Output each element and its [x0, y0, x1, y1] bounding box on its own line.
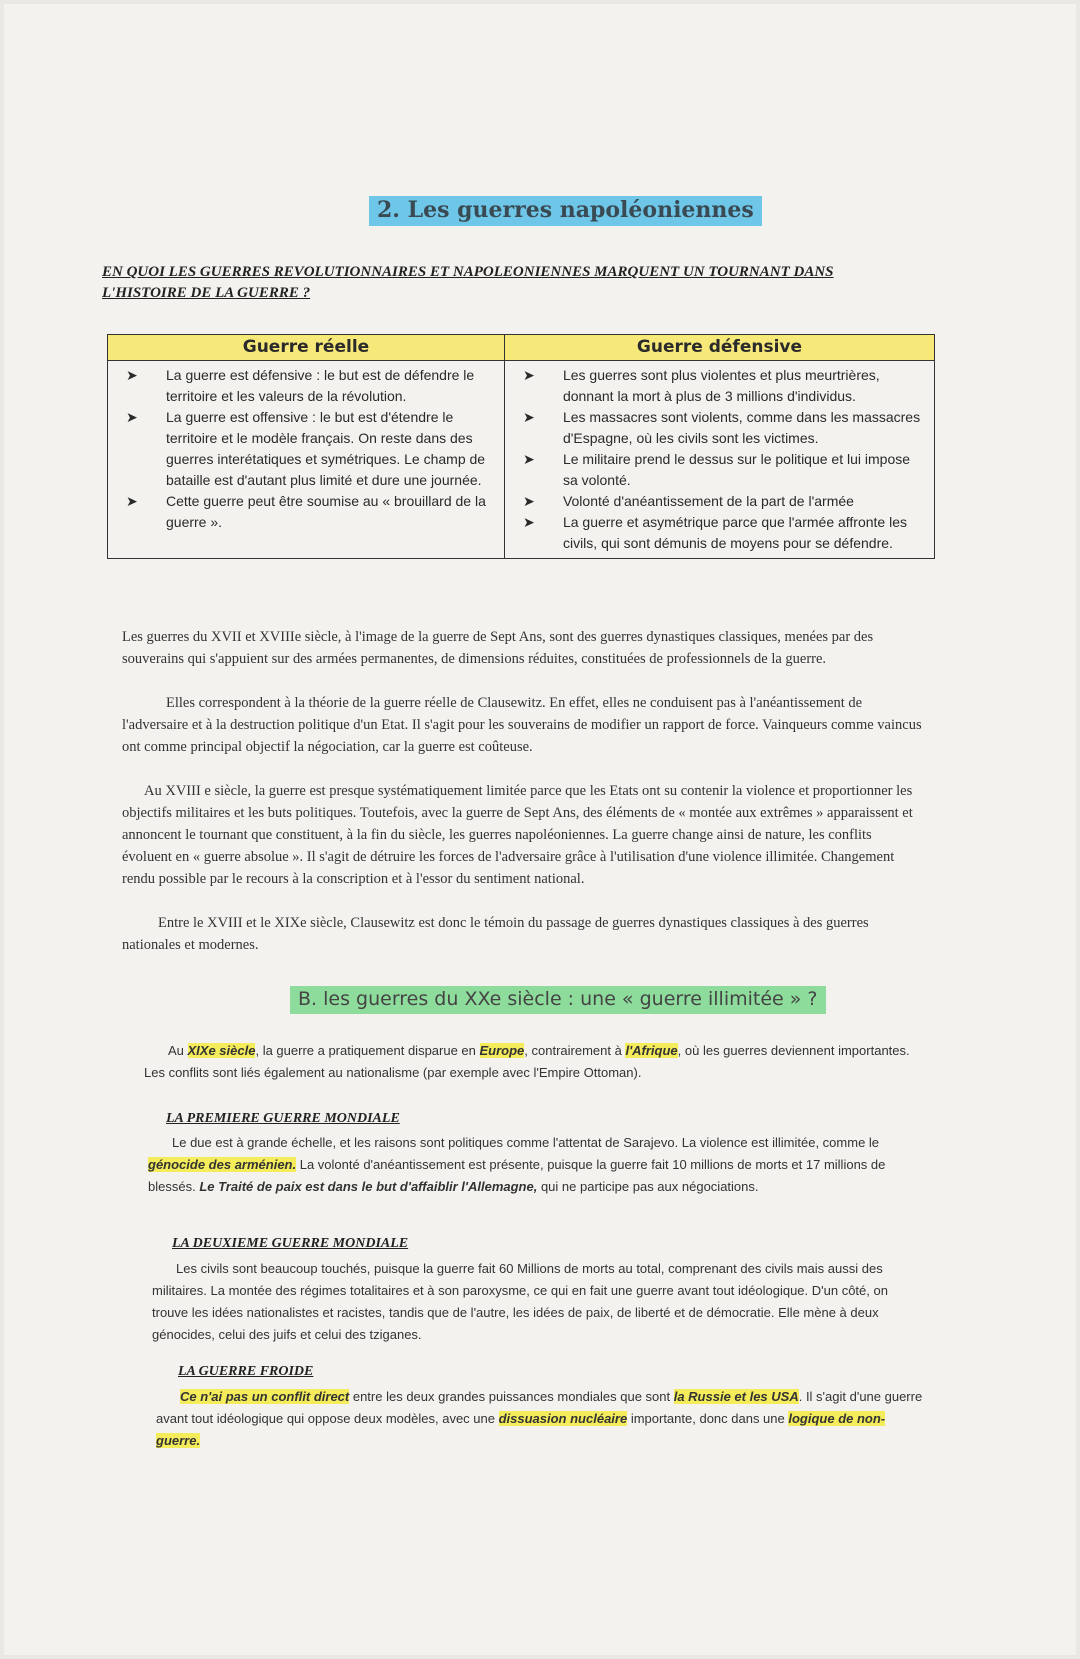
arrow-bullet-icon: ➤ — [522, 409, 535, 425]
paragraph-clausewitz: Elles correspondent à la théorie de la guerre réelle de Clausewitz. En effet, elles ne conduisent pas à l'anéantissement de l'adversaire et à la destruction politique d'un Etat. Il s'agit pour les souverains de modifier un rapport de force. Vainqueurs comme vaincus ont comme principal objectif la négociation, car la guerre est coûteuse. — [122, 695, 922, 755]
arrow-bullet-icon: ➤ — [522, 451, 535, 467]
bullet-list — [519, 365, 926, 554]
arrow-bullet-icon: ➤ — [522, 367, 535, 383]
list-item: ➤ Le militaire prend le dessus sur le politique et lui impose sa volonté. — [522, 451, 911, 488]
table-header-guerre-defensive: Guerre défensive — [504, 335, 934, 361]
list-item: ➤ La guerre et asymétrique parce que l'armée affronte les civils, qui sont démunis de moyens pour se défendre. — [522, 514, 908, 551]
heading-cold-war: LA GUERRE FROIDE — [178, 1364, 314, 1379]
arrow-bullet-icon: ➤ — [522, 493, 535, 509]
section-title: 2. Les guerres napoléoniennes — [369, 196, 762, 226]
paragraph-transition: Entre le XVIII et le XIXe siècle, Clausewitz est donc le témoin du passage de guerres dynastiques classiques à des guerres nationales et modernes. — [122, 915, 869, 953]
arrow-bullet-icon: ➤ — [126, 367, 138, 383]
highlight: Europe — [479, 1043, 525, 1058]
highlight: logique de non-guerre. — [156, 1411, 886, 1448]
bold-italic-text: Le Traité de paix est dans le but d'affaiblir l'Allemagne, — [199, 1179, 538, 1194]
table-header-guerre-reelle: Guerre réelle — [108, 335, 505, 361]
document-page — [4, 4, 1076, 1655]
list-item: ➤ Volonté d'anéantissement de la part de l'armée — [519, 491, 926, 512]
paragraph-ww2: Les civils sont beaucoup touchés, puisque la guerre fait 60 Millions de morts au total, comprenant des civils mais aussi des militaires. La montée des régimes totalitaires et à son paroxysme, ce qui en fait une guerre avant tout idéologique. D'un côté, on trouve les idées nationalistes et racistes, tandis que de l'autre, les idées de paix, de liberté et de démocratie. Elle mène à deux génocides, celui des juifs et celui des tziganes. — [152, 1261, 888, 1342]
heading-ww2: LA DEUXIEME GUERRE MONDIALE — [172, 1236, 409, 1251]
comparison-table — [107, 334, 935, 559]
list-item: ➤ La guerre est offensive : le but est d'étendre le territoire et le modèle français. On reste dans des guerres interétatiques et symétriques. Le champ de bataille est d'autant plus limité et dure une journée. — [126, 409, 486, 488]
paragraph-dynastic-wars: Les guerres du XVII et XVIIIe siècle, à l'image de la guerre de Sept Ans, sont des guerres dynastiques classiques, menées par des souverains qui s'appuient sur des armées permanentes, de dimensions réduites, constituées de professionnels de la guerre. — [122, 629, 874, 667]
paragraph-cold-war: Ce n'ai pas un conflit direct entre les deux grandes puissances mondiales que sont la Russie et les USA. Il s'agit d'une guerre avant tout idéologique qui oppose deux modèles, avec une dissuasion nucléaire importante, donc dans une logique de non-guerre. — [156, 1389, 923, 1448]
paragraph-ww1: Le due est à grande échelle, et les raisons sont politiques comme l'attentat de Sarajevo. La violence est illimitée, comme le génocide des arménien. La volonté d'anéantissement est présente, puisque la guerre fait 10 millions de morts et 17 millions de blessés. Le Traité de paix est dans le but d'affaiblir l'Allemagne, qui ne participe pas aux négociations. — [148, 1135, 886, 1194]
highlight: Ce n'ai pas un conflit direct — [180, 1389, 350, 1404]
list-item: ➤ Les massacres sont violents, comme dans les massacres d'Espagne, où les civils sont les victimes. — [522, 409, 921, 446]
table-cell-guerre-defensive — [504, 361, 934, 559]
guiding-question: EN QUOI LES GUERRES REVOLUTIONNAIRES ET NAPOLEONIENNES MARQUENT UN TOURNANT DANS L'HISTOIRE DE LA GUERRE ? — [102, 264, 834, 301]
paragraph-xviii-century: Au XVIII e siècle, la guerre est presque systématiquement limitée parce que les Etats ont su contenir la violence et proportionner les objectifs militaires et les buts politiques. Toutefois, avec la guerre de Sept Ans, des éléments de « montée aux extrêmes » apparaissent et annoncent le tournant que constituent, à la fin du siècle, les guerres napoléoniennes. La guerre change ainsi de nature, les conflits évoluent en « guerre absolue ». Il s'agit de détruire les forces de l'adversaire grâce à l'utilisation d'une violence illimitée. Changement rendu possible par le recours à la conscription et à l'essor du sentiment national. — [122, 783, 913, 887]
highlight: XIXe siècle — [187, 1043, 256, 1058]
list-item: ➤ Les guerres sont plus violentes et plus meurtrières, donnant la mort à plus de 3 millions d'individus. — [522, 367, 880, 404]
table-cell-guerre-reelle — [108, 361, 505, 559]
highlight: dissuasion nucléaire — [498, 1411, 628, 1426]
heading-ww1: LA PREMIERE GUERRE MONDIALE — [166, 1111, 400, 1126]
arrow-bullet-icon: ➤ — [522, 514, 535, 530]
section-b-title: B. les guerres du XXe siècle : une « guerre illimitée » ? — [290, 986, 826, 1014]
highlight: la Russie et les USA — [673, 1389, 799, 1404]
paragraph-intro: Au XIXe siècle, la guerre a pratiquement disparue en Europe, contrairement à l'Afrique, où les guerres deviennent importantes. Les conflits sont liés également au nationalisme (par exemple avec l'Empire Ottoman). — [144, 1043, 910, 1080]
arrow-bullet-icon: ➤ — [126, 409, 138, 425]
highlight: l'Afrique — [625, 1043, 678, 1058]
list-item: ➤ Cette guerre peut être soumise au « brouillard de la guerre ». — [126, 493, 486, 530]
arrow-bullet-icon: ➤ — [126, 493, 138, 509]
bullet-list — [122, 365, 496, 533]
highlight: génocide des arménien. — [148, 1157, 297, 1172]
list-item: ➤ La guerre est défensive : le but est de défendre le territoire et les valeurs de la révolution. — [126, 367, 475, 404]
